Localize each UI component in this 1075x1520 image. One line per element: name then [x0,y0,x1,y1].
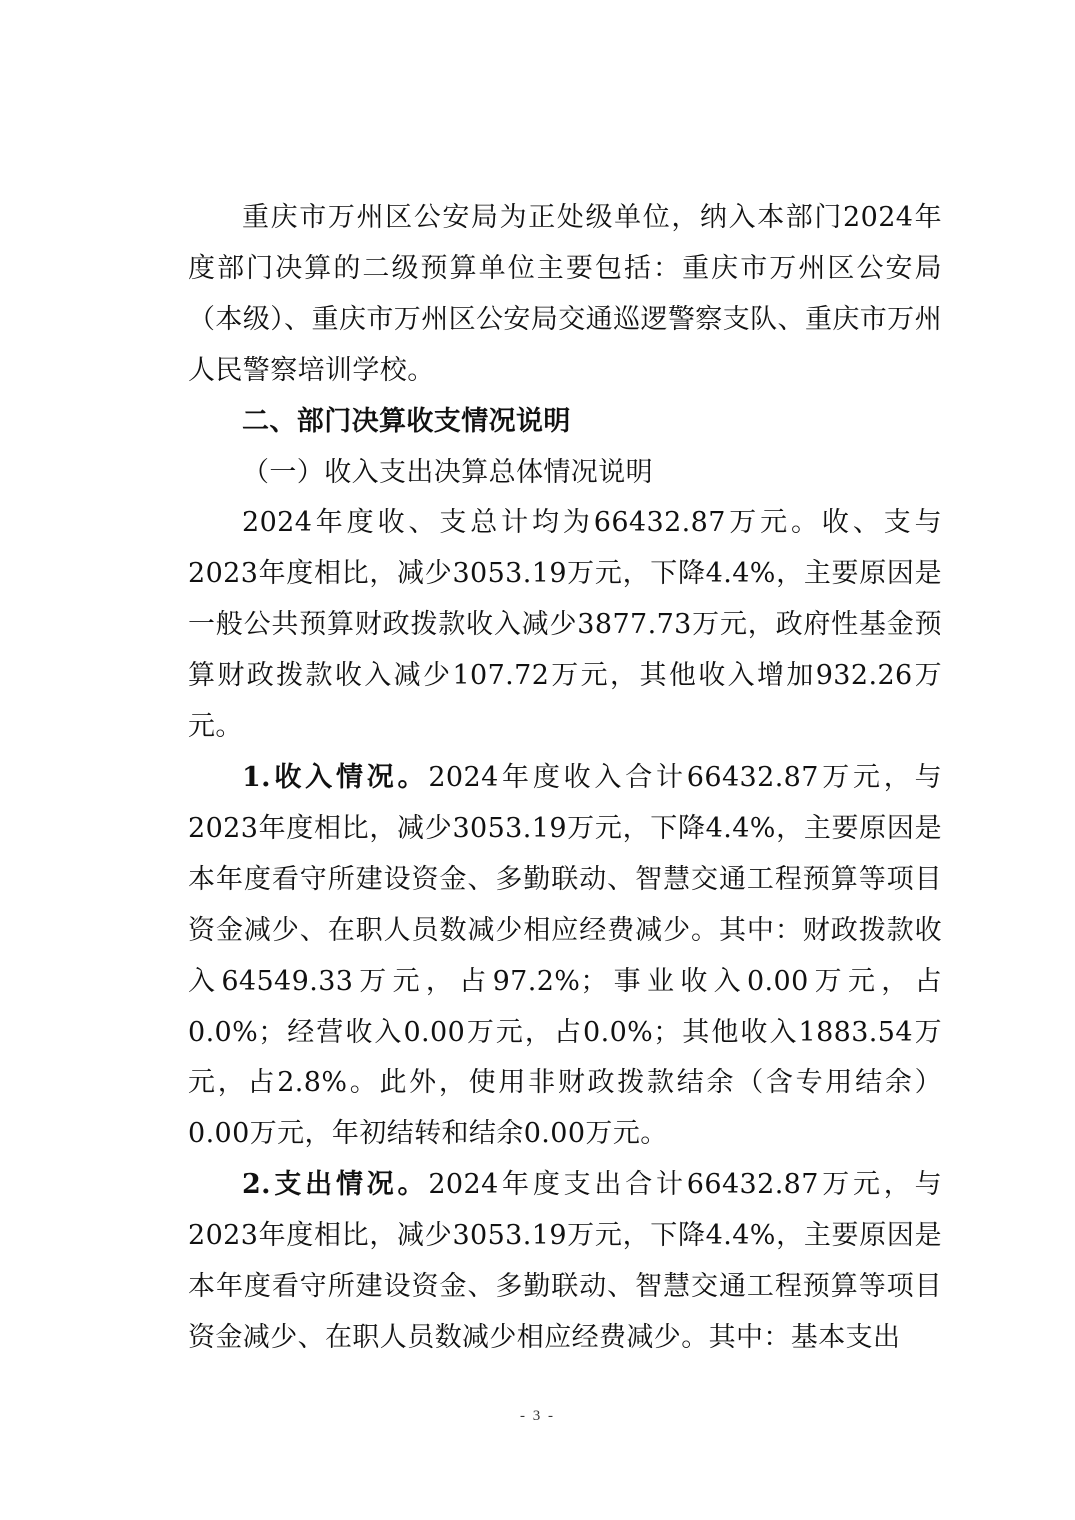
income-body: 2024年度收入合计66432.87万元，与2023年度相比，减少3053.19万元，下降4.4%，主要原因是本年度看守所建设资金、多勤联动、智慧交通工程预算等项目资金减少、在职人员数减少相应经费减少。其中：财政拨款收入64549.33万元，占97.2%；事业收入0.00万元，占0.0%；经营收入0.00万元，占0.0%；其他收入1883.54万元，占2.8%。此外，使用非财政拨款结余（含专用结余）0.00万元，年初结转和结余0.00万元。 [188,761,942,1150]
paragraph-expenditure [188,1160,942,1364]
expenditure-lead: 2.支出情况。 [242,1169,429,1201]
income-lead: 1.收入情况。 [242,761,429,793]
subsection-heading: （一）收入支出决算总体情况说明 [242,456,653,488]
paragraph-income [188,753,942,1160]
paragraph-totals: 2024年度收、支总计均为66432.87万元。收、支与2023年度相比，减少3053.19万元，下降4.4%，主要原因是一般公共预算财政拨款收入减少3877.73万元，政府性基金预算财政拨款收入减少107.72万元，其他收入增加932.26万元。 [188,507,942,743]
expenditure-body: 2024年度支出合计66432.87万元，与2023年度相比，减少3053.19万元，下降4.4%，主要原因是本年度看守所建设资金、多勤联动、智慧交通工程预算等项目资金减少、在职人员数减少相应经费减少。其中：基本支出 [188,1169,942,1353]
document-body [188,193,942,1364]
paragraph-units: 重庆市万州区公安局为正处级单位，纳入本部门2024年度部门决算的二级预算单位主要包括：重庆市万州区公安局（本级）、重庆市万州区公安局交通巡逻警察支队、重庆市万州人民警察培训学校。 [188,202,942,386]
section-heading: 二、部门决算收支情况说明 [242,405,571,437]
page-number: - 3 - [520,1408,555,1424]
